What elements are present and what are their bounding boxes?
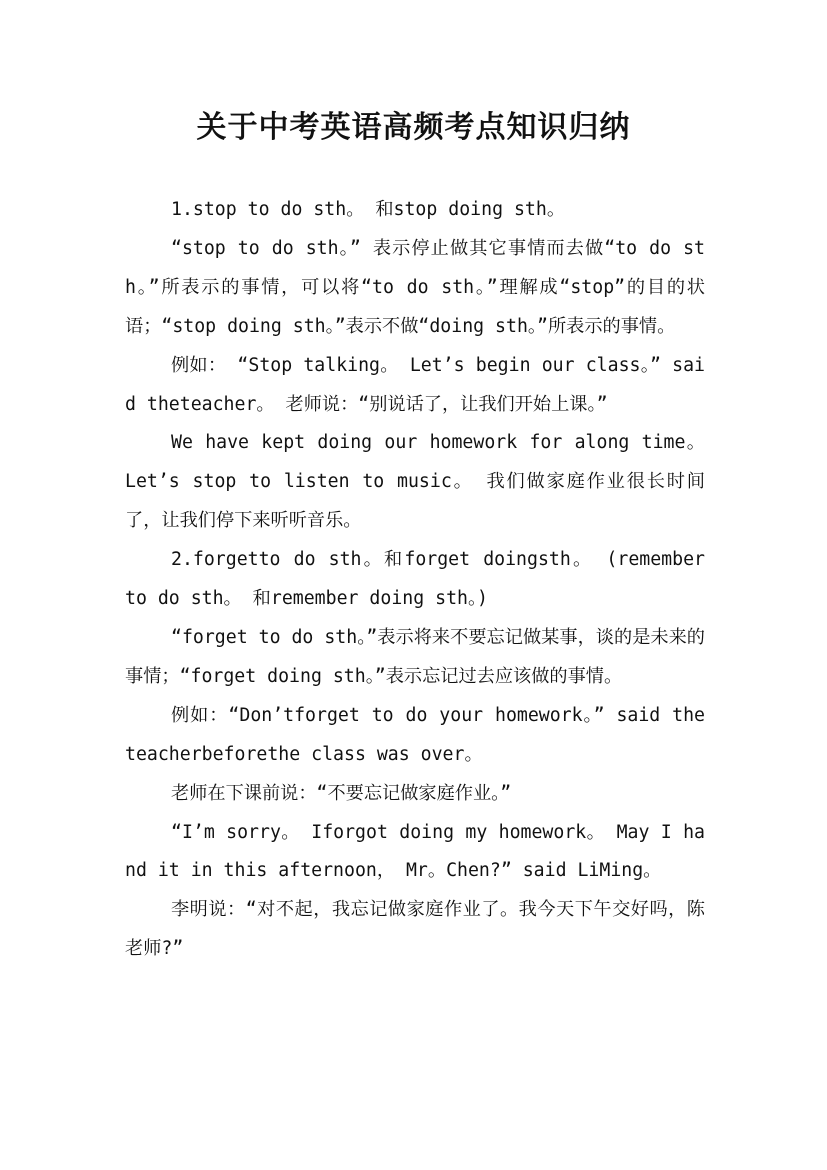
document-title: 关于中考英语高频考点知识归纳 [196, 110, 631, 145]
paragraph: 老师在下课前说：“不要忘记做家庭作业。” [171, 782, 512, 804]
paragraph: We have kept doing our homework for along time。 Let’s stop to listen to music。 我们做家庭作业很长时间了，让我们停下来听听音乐。 [125, 432, 705, 532]
document-body [125, 191, 705, 969]
paragraph: 李明说：“对不起，我忘记做家庭作业了。我今天下午交好吗，陈老师?” [125, 899, 705, 960]
paragraph: 1.stop to do sth。 和stop doing sth。 [171, 199, 566, 220]
paragraph: “stop to do sth。” 表示停止做其它事情而去做“to do sth。”所表示的事情，可以将“to do sth。”理解成“stop”的目的状语；“stop doing sth。”表示不做“doing sth。”所表示的事情。 [125, 237, 705, 337]
paragraph: 2.forgetto do sth。和forget doingsth。 (remember to do sth。 和remember doing sth。) [125, 549, 705, 610]
paragraph: “forget to do sth。”表示将来不要忘记做某事，谈的是未来的事情；“forget doing sth。”表示忘记过去应该做的事情。 [125, 626, 705, 687]
paragraph: 例如：“Don’tforget to do your homework。” said theteacherbeforethe class was over。 [125, 704, 705, 765]
paragraph: 例如： “Stop talking。 Let’s begin our class。” said theteacher。 老师说：“别说话了，让我们开始上课。” [125, 354, 705, 415]
paragraph: “I’m sorry。 Iforgot doing my homework。 May I hand it in this afternoon， Mr。Chen?” said LiMing。 [125, 821, 705, 882]
